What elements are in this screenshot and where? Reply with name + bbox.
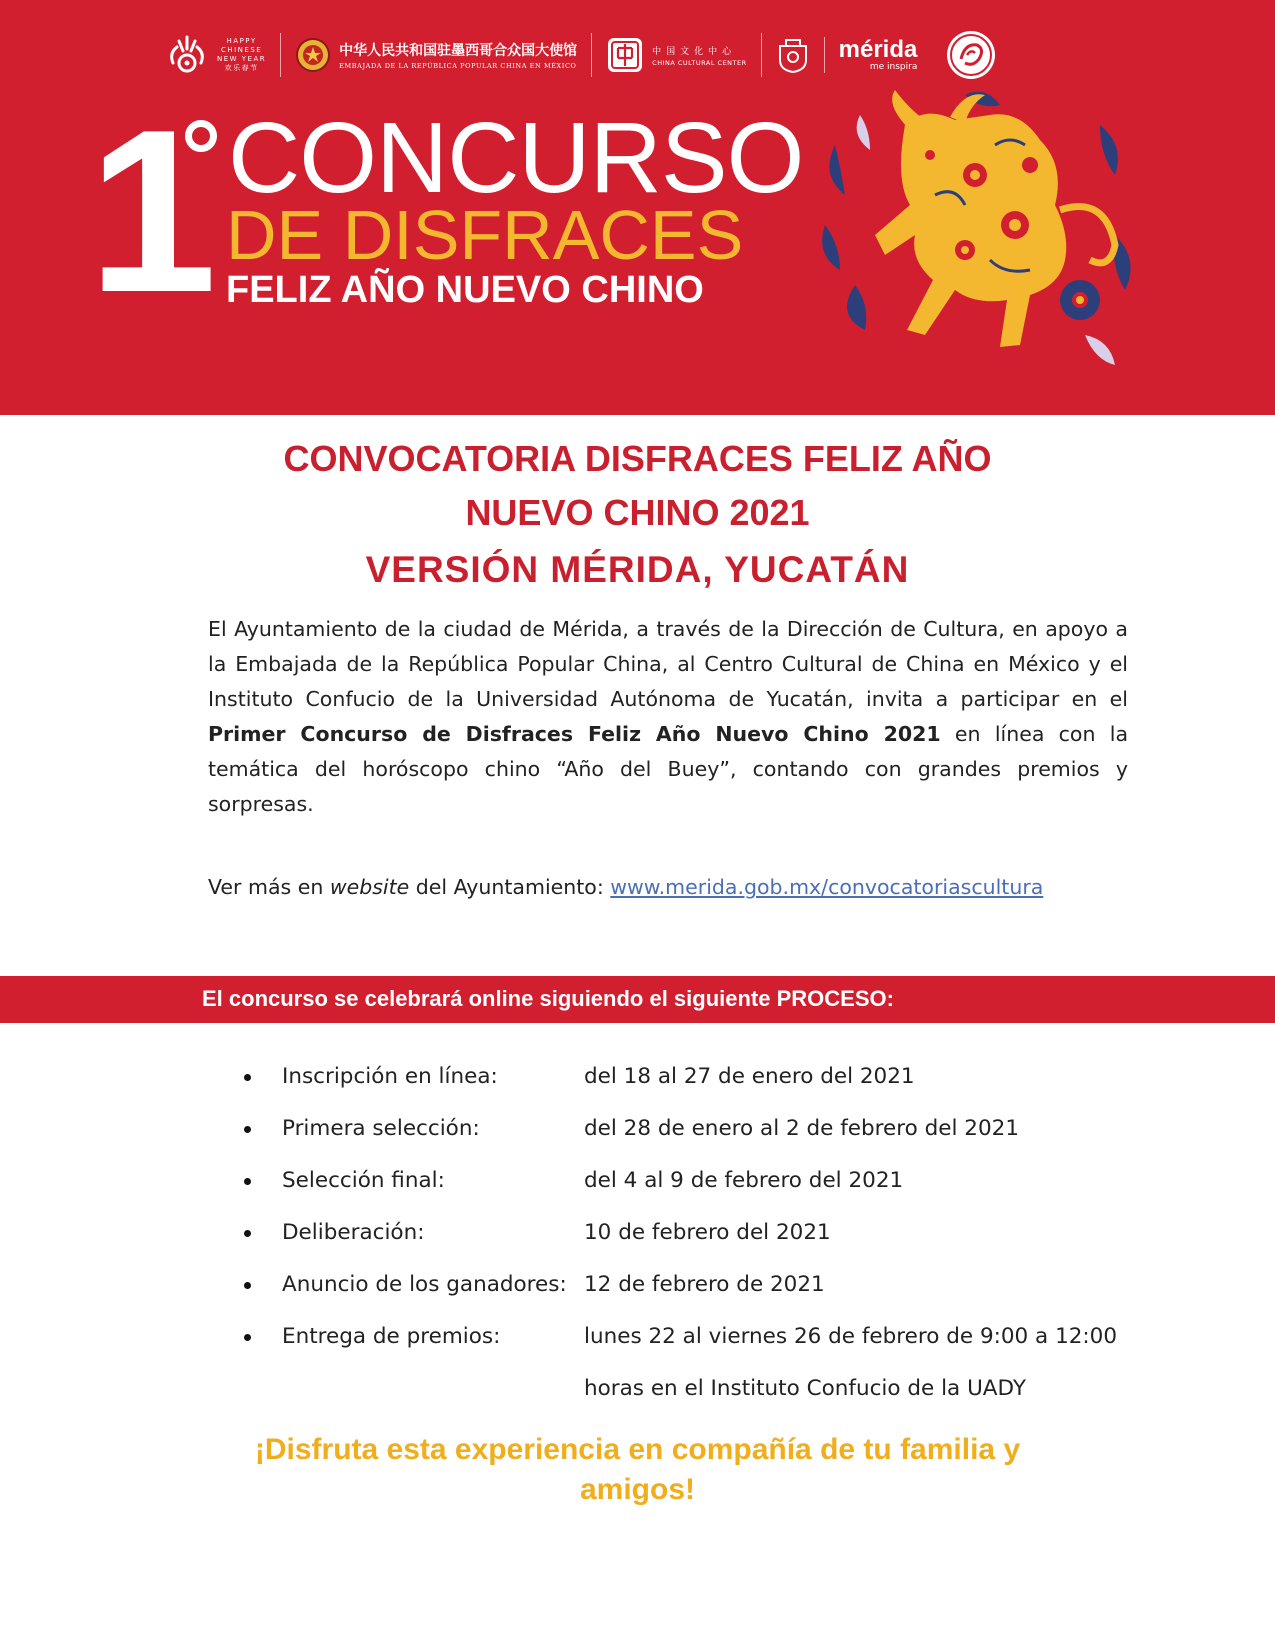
bullet-icon (244, 1074, 251, 1081)
merida-crest-icon (776, 36, 810, 74)
banner-title-line3: FELIZ AÑO NUEVO CHINO (226, 269, 704, 311)
embassy-name-cn: 中华人民共和国驻墨西哥合众国大使馆 (339, 43, 578, 59)
schedule-date: 12 de febrero de 2021 (584, 1272, 825, 1297)
more-info-line (208, 870, 1128, 905)
bullet-icon (244, 1282, 251, 1289)
merida-wordmark: mérida (838, 35, 918, 63)
call-heading (200, 432, 1075, 540)
call-subheading: VERSIÓN MÉRIDA, YUCATÁN (365, 549, 910, 590)
header-banner (0, 0, 1275, 415)
schedule-label: Primera selección: (282, 1116, 480, 1141)
hny-line-cn: 欢乐春节 (224, 64, 259, 72)
process-bar (0, 976, 1275, 1023)
china-cultural-center-logo (606, 36, 746, 74)
schedule-list (240, 1062, 1140, 1426)
bullet-icon (244, 1334, 251, 1341)
schedule-label: Inscripción en línea: (282, 1064, 498, 1089)
logo-divider (824, 37, 825, 73)
sponsor-logos (165, 30, 997, 80)
schedule-date: lunes 22 al viernes 26 de febrero de 9:00 a 12:00 horas en el Instituto Confucio de la UADY (584, 1324, 1118, 1401)
edition-number: 1 (88, 82, 212, 341)
schedule-label: Deliberación: (282, 1220, 425, 1245)
schedule-label: Selección final: (282, 1168, 445, 1193)
process-bar-text: El concurso se celebrará online siguiendo el siguiente PROCESO: (202, 986, 894, 1011)
national-emblem-icon (295, 37, 331, 73)
schedule-date: del 18 al 27 de enero del 2021 (584, 1064, 915, 1089)
more-info-prefix: Ver más en (208, 875, 330, 899)
call-heading-line1: CONVOCATORIA DISFRACES FELIZ AÑO (283, 438, 992, 479)
logo-divider (591, 33, 592, 77)
merida-logo (776, 36, 918, 74)
banner-title-line2: DE DISFRACES (226, 196, 744, 274)
more-info-middle: del Ayuntamiento: (409, 875, 611, 899)
ccc-text (652, 44, 746, 67)
closing-message: ¡Disfruta esta experiencia en compañía de tu familia y amigos! (254, 1433, 1021, 1506)
ordinal-degree-mark (185, 120, 217, 152)
intro-text: El Ayuntamiento de la ciudad de Mérida, a través de la Dirección de Cultura, en apoyo a la Embajada de la República Popular China, al Centro Cultural de China en México y el Instituto Confucio de la Universidad Autónoma de Yucatán, invita a participar en el (208, 617, 1128, 711)
call-heading-line2: NUEVO CHINO 2021 (465, 492, 810, 533)
schedule-label: Anuncio de los ganadores: (282, 1272, 567, 1297)
golden-ox-illustration (815, 85, 1145, 375)
merida-text (838, 35, 918, 72)
bullet-icon (244, 1178, 251, 1185)
embassy-logo (295, 37, 577, 73)
merida-tagline: me inspira (869, 61, 918, 72)
happy-chinese-new-year-logo (165, 33, 266, 77)
schedule-date: del 4 al 9 de febrero del 2021 (584, 1168, 904, 1193)
contest-name-bold: Primer Concurso de Disfraces Feliz Año Nuevo Chino 2021 (208, 722, 941, 746)
schedule-date: 10 de febrero del 2021 (584, 1220, 831, 1245)
confucius-institute-icon (945, 29, 997, 81)
logo-divider (280, 33, 281, 77)
ccc-seal-icon (606, 36, 644, 74)
hny-emblem-icon (165, 33, 209, 77)
website-word: website (329, 875, 410, 899)
schedule-date: del 28 de enero al 2 de febrero del 2021 (584, 1116, 1020, 1141)
hny-line: CHINESE (220, 46, 263, 54)
logo-divider (761, 33, 762, 77)
embassy-name-es: EMBAJADA DE LA REPÚBLICA POPULAR CHINA EN MÉXICO (339, 62, 577, 70)
bullet-icon (244, 1126, 251, 1133)
schedule-item (240, 1322, 1140, 1426)
hny-line: HAPPY (226, 37, 257, 45)
flower-icon (1060, 280, 1100, 320)
intro-paragraph (208, 612, 1128, 822)
intro-text-end: en línea con la temática del horóscopo chino “Año del Buey”, contando con grandes premios y sorpresas. (208, 722, 1129, 816)
ccc-name-cn: 中国文化中心 (652, 46, 737, 57)
bullet-icon (244, 1230, 251, 1237)
banner-title-line1: CONCURSO (228, 102, 804, 214)
schedule-label: Entrega de premios: (282, 1324, 501, 1349)
embassy-text (339, 40, 577, 70)
hny-line: NEW YEAR (217, 55, 267, 63)
ccc-name-en: CHINA CULTURAL CENTER (652, 58, 747, 67)
hny-text (217, 37, 266, 73)
convocatorias-link[interactable]: www.merida.gob.mx/convocatoriascultura (610, 875, 1044, 899)
